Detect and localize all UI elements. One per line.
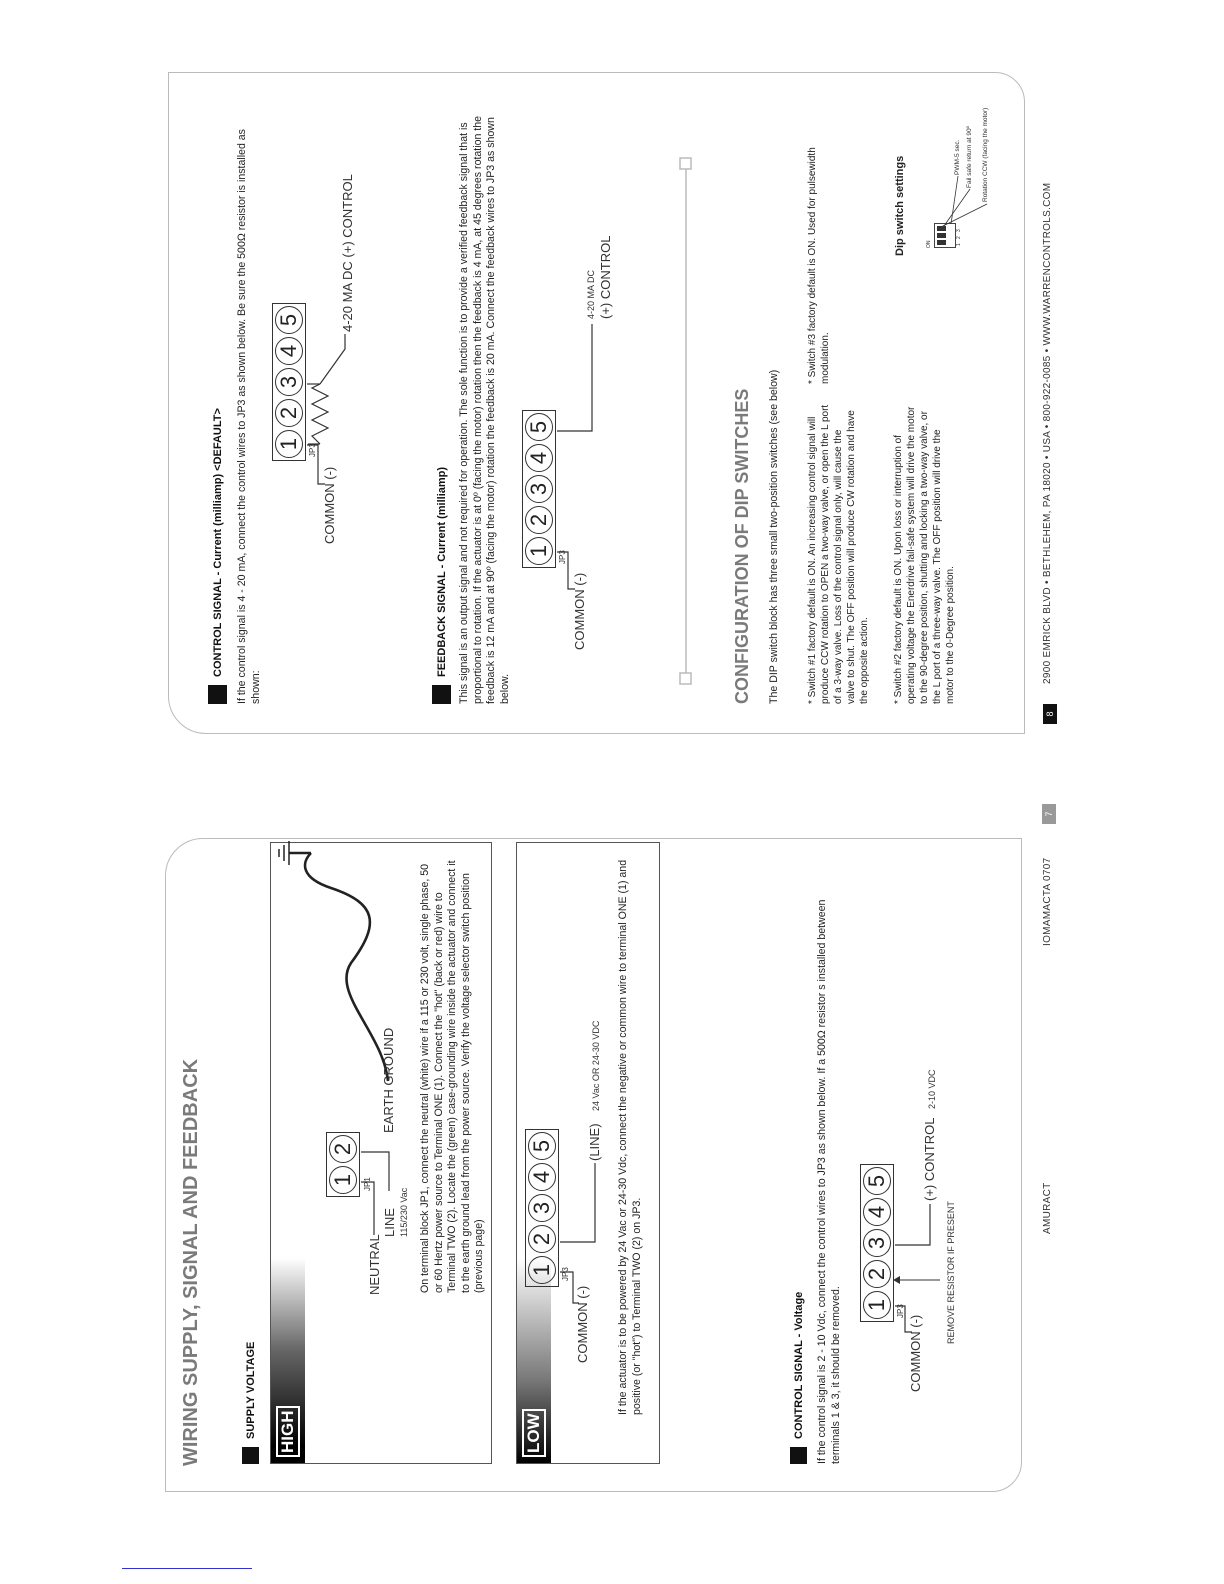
control-current-heading-text: CONTROL SIGNAL - Current (milliamp) <DEFAULT> — [211, 408, 224, 677]
terminal-3: 3 — [528, 1194, 556, 1222]
terminal-2: 2 — [525, 506, 553, 534]
footer-doc-code: IOMAMACTA 0707 — [1042, 857, 1053, 946]
terminal-1: 1 — [863, 1291, 891, 1319]
current-control-label: 4-20 MA DC (+) CONTROL — [340, 174, 355, 332]
dip-settings-title: Dip switch settings — [894, 155, 906, 256]
control-voltage-heading-text: CONTROL SIGNAL - Voltage — [792, 1291, 805, 1439]
feedback-heading-text: FEEDBACK SIGNAL - Current (milliamp) — [435, 466, 448, 677]
dip-label-rotation: Rotation CCW (facing the motor) — [982, 107, 989, 202]
terminal-4: 4 — [863, 1198, 891, 1226]
terminal-3: 3 — [275, 368, 303, 396]
feedback-control-label: (+) CONTROL — [598, 235, 613, 319]
dip-heading: CONFIGURATION OF DIP SWITCHES — [732, 388, 752, 704]
high-tag: HIGH — [276, 1407, 300, 1458]
low-range-label: 24 Vac OR 24-30 VDC — [591, 1020, 601, 1111]
high-description: On terminal block JP1, connect the neutral (white) wire if a 115 or 230 volt, single phase, 50 or 60 Hertz power source to Terminal ONE (1). Connect the "hot" (back or red) wire to Terminal TWO (2). Locate the (green) case-grounding wire inside the actuator and connect it to the earth ground lead from the power source. Verify the voltage selector switch position (previous page) — [419, 860, 485, 1293]
earth-ground-label: EARTH GROUND — [381, 1027, 396, 1133]
page-title: WIRING SUPPLY, SIGNAL AND FEEDBACK — [180, 1058, 202, 1466]
jp1-label: JP1 — [363, 1177, 372, 1191]
terminal-1: 1 — [525, 537, 553, 565]
dip-label-failsafe: Fail safe return at 90º — [966, 126, 973, 188]
jp3-label-low: JP3 — [561, 1267, 570, 1281]
neutral-label: NEUTRAL — [367, 1234, 382, 1295]
footer-address: 2900 EMRICK BLVD • BETHLEHEM, PA 18020 • USA • 800-922-0085 • WWW.WARRENCONTROLS.COM — [1042, 182, 1053, 684]
terminal-2: 2 — [275, 399, 303, 427]
terminal-2: 2 — [528, 1225, 556, 1253]
terminal-1: 1 — [329, 1166, 357, 1194]
dip-number-1: 1 — [956, 243, 962, 246]
terminal-5: 5 — [863, 1167, 891, 1195]
dip-number-3: 3 — [956, 229, 962, 232]
dip-intro: The DIP switch block has three small two-position switches (see below) — [768, 369, 780, 704]
feedback-range-label: 4-20 MA DC — [586, 269, 596, 319]
switch-3-description: * Switch #3 factory default is ON. Used for pulsewidth modulation. — [807, 147, 831, 384]
common-label-voltage: COMMON (-) — [908, 1314, 923, 1392]
footer-amuract: AMURACT — [1042, 1182, 1053, 1234]
terminal-5: 5 — [525, 413, 553, 441]
line-paren-label: (LINE) — [587, 1123, 602, 1161]
supply-voltage-heading-text: SUPPLY VOLTAGE — [244, 1341, 257, 1439]
switch-2-description: * Switch #2 factory default is ON. Upon loss or interruption of operating voltage the Enerdrive fail-safe system will drive the motor to the 90-degree position, shutting and locking a two-way valve, or the L port of a three-way valve. The OFF position will drive the motor to the 0-Degree position. — [893, 406, 956, 704]
line-label: LINE — [382, 1208, 397, 1237]
jp3-label-current: JP3 — [308, 443, 317, 457]
vac-label: 115/230 Vac — [399, 1187, 409, 1237]
terminal-3: 3 — [863, 1229, 891, 1257]
page-number-8: 8 — [1043, 704, 1057, 724]
low-tag: LOW — [522, 1409, 546, 1457]
link-underline — [122, 1568, 252, 1569]
switch-1-description: * Switch #1 factory default is ON. An increasing control signal will produce CCW rotation to OPEN a two-way valve, or open the L port of a 3-way valve. Loss of the control signal only, will cause the valve to shut. The OFF position will produce CW rotation and have the opposite action. — [807, 404, 870, 704]
common-label-low: COMMON (-) — [575, 1285, 590, 1363]
common-label-feedback: COMMON (-) — [572, 572, 587, 650]
terminal-4: 4 — [275, 337, 303, 365]
feedback-description: This signal is an output signal and not required for operation. The sole function is to provide a verified feedback signal that is proportional to rotation. If the actuator is at 0º (facing the motor) rotation then the feedback is 4 mA, at 45 degrees rotation the feedback is 12 mA and at 90º (facing the motor) rotation the feedback is 20 mA. Connect the feedback wires to JP3 as shown below. — [458, 115, 511, 704]
remove-resistor-note: REMOVE RESISTOR IF PRESENT — [946, 1201, 956, 1344]
terminal-3: 3 — [525, 475, 553, 503]
plus-control-label: (+) CONTROL — [922, 1117, 937, 1201]
terminal-4: 4 — [525, 444, 553, 472]
terminal-5: 5 — [528, 1132, 556, 1160]
terminal-4: 4 — [528, 1163, 556, 1191]
dip-number-2: 2 — [956, 236, 962, 239]
terminal-2: 2 — [329, 1135, 357, 1163]
terminal-2: 2 — [863, 1260, 891, 1288]
low-description: If the actuator is to be powered by 24 Vac or 24-30 Vdc, connect the negative or common wire to terminal ONE (1) and positive (or "hot") to Terminal TWO (2) on JP3. — [617, 859, 643, 1415]
control-current-description: If the control signal is 4 - 20 mA, connect the control wires to JP3 as shown below. Be sure the 500Ω resistor is installed as shown: — [236, 129, 262, 704]
voltage-range-label: 2-10 VDC — [927, 1069, 937, 1109]
control-voltage-description: If the control signal is 2 - 10 Vdc, connect the control wires to JP3 as shown below. If a 500Ω resistor s installed between terminals 1 & 3, it should be removed. — [816, 899, 842, 1464]
jp3-label-feedback: JP3 — [558, 550, 567, 564]
dip-label-pwm: PWM-5 sec. — [954, 139, 961, 175]
page-number-7: 7 — [1042, 804, 1056, 824]
jp3-label-voltage: JP3 — [896, 1304, 905, 1318]
terminal-5: 5 — [275, 306, 303, 334]
common-label-current: COMMON (-) — [322, 466, 337, 544]
dip-on-label: ON — [926, 240, 932, 248]
terminal-1: 1 — [528, 1256, 556, 1284]
terminal-1: 1 — [275, 430, 303, 458]
